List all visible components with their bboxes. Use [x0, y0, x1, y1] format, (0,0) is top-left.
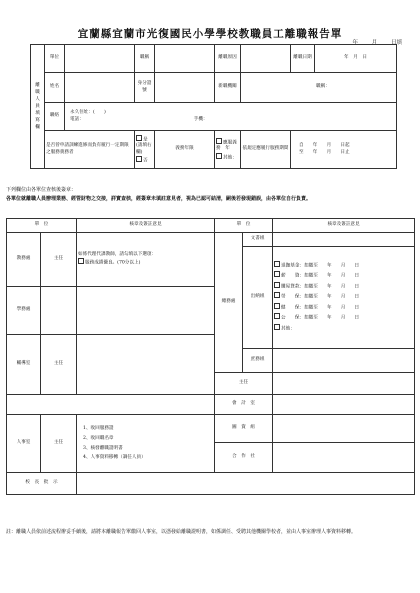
deduction-list[interactable]: 退撫基金：扣繳至 年 月 日 薪 資：扣繳至 年 月 日 購屋貸款：扣繳至 年 月 日 勞 保：扣繳至 年 月 日 健 保：扣繳至 年 月 日 公 保：扣繳至 年 月 日 其他：	[273, 247, 415, 349]
academic-opinion[interactable]: 如係代理代課教師，請勾填以下選項： 服務成績優良。(70分以上)	[77, 233, 215, 287]
footer-note: 註：離職人員依前述流程辦妥手續後，請將本離職報告單繳回人事室，以憑發給離職證明書，如係調任、受聘其他機關學校者，並由人事室辦理人事資料移轉。	[6, 529, 357, 535]
service-years-field[interactable]: 應服義務 年 其他：	[215, 131, 241, 169]
assets-group: 庶務組	[243, 349, 273, 373]
applicant-side-label: 離 職 人 員 填 寫 欄	[31, 45, 45, 169]
general-chief: 主任	[215, 373, 273, 395]
no-checkbox[interactable]	[136, 156, 142, 162]
coop-field[interactable]	[273, 443, 415, 473]
assets-field[interactable]	[273, 349, 415, 373]
reason-label: 離職原因	[215, 45, 241, 73]
new-post-field[interactable]: 職稱：	[241, 73, 397, 103]
general-chief-field[interactable]	[273, 373, 415, 395]
service-years-label: 義務年限	[155, 131, 215, 169]
counsel-office: 輔導室	[7, 335, 41, 395]
yes-checkbox[interactable]	[136, 135, 142, 141]
counsel-chief: 主任	[41, 335, 77, 395]
accounting-field[interactable]	[273, 395, 415, 415]
service-opt1-checkbox[interactable]	[216, 138, 222, 144]
contact-field[interactable]: 永久住址：( ) 電話： 手機：	[65, 103, 397, 131]
principal-label: 校 長 批 示	[7, 473, 77, 495]
personnel-office: 人事室	[7, 415, 41, 473]
id-field[interactable]	[155, 73, 215, 103]
fill-date: 年 月 日填	[352, 40, 402, 46]
property-group: 出納組	[243, 247, 273, 349]
contact-label: 聯絡	[45, 103, 65, 131]
unit-field[interactable]	[65, 45, 135, 73]
page-title: 宜蘭縣宜蘭市光復國民小學學校教職員工離職報告單	[77, 28, 343, 40]
post-field[interactable]	[155, 45, 215, 73]
name-label: 姓名	[45, 73, 65, 103]
header-opinion: 核章及簽註意見	[77, 219, 215, 233]
header-unit: 單 位	[7, 219, 77, 233]
accounting-office: 會 計 室	[215, 395, 273, 415]
id-label: 身分證號	[135, 73, 155, 103]
leave-date-field[interactable]: 年 月 日	[315, 45, 397, 73]
new-org-label: 新職機關	[215, 73, 241, 103]
header-unit2: 單 位	[215, 219, 273, 233]
library-group: 圖 資 組	[215, 415, 273, 443]
general-affairs: 總務處	[215, 233, 243, 373]
service-opt2-checkbox[interactable]	[216, 153, 222, 159]
unit-label: 單位	[45, 45, 65, 73]
student-opinion[interactable]	[77, 287, 215, 335]
personnel-items[interactable]: 1、收回服務證 2、收回職名章 3、核發離職證明書 4、人事資料移轉（調任人員）	[77, 415, 215, 473]
doc-group-field[interactable]	[273, 233, 415, 247]
period-field[interactable]: 自 年 月 日起 至 年 月 日止	[291, 131, 397, 169]
student-office: 學務處	[7, 287, 41, 335]
doc-group: 文書組	[243, 233, 273, 247]
coop-group: 合 作 社	[215, 443, 273, 473]
period-label: 依規定應履行服務期間	[241, 131, 291, 169]
reason-field[interactable]	[241, 45, 291, 73]
notes-line1: 下列欄位由各單位查核後簽章：	[6, 187, 77, 193]
personnel-chief: 主任	[41, 415, 77, 473]
academic-chief: 主任	[41, 233, 77, 287]
principal-field[interactable]	[77, 473, 415, 495]
leave-date-label: 離職日期	[291, 45, 315, 73]
checkout-table	[6, 218, 415, 495]
library-field[interactable]	[273, 415, 415, 443]
name-field[interactable]	[65, 73, 135, 103]
merit-checkbox[interactable]	[78, 258, 84, 264]
notes-line2: 各單位就離職人員辦理業務、經管財物之交接，詳實查核，經簽章未填註意見者，視為已認可結清，嗣後若發現錯誤，由各單位自行負責。	[6, 196, 312, 202]
post-label: 職稱	[135, 45, 155, 73]
training-question: 是否曾申請訓練進修而負有履行一定期限之服務義務者	[45, 131, 135, 169]
training-choice[interactable]: 是 (請填右欄) 否	[135, 131, 155, 169]
academic-office: 教務處	[7, 233, 41, 287]
applicant-table	[30, 44, 397, 169]
counsel-opinion[interactable]	[77, 335, 215, 395]
header-opinion2: 核章及簽註意見	[273, 219, 415, 233]
